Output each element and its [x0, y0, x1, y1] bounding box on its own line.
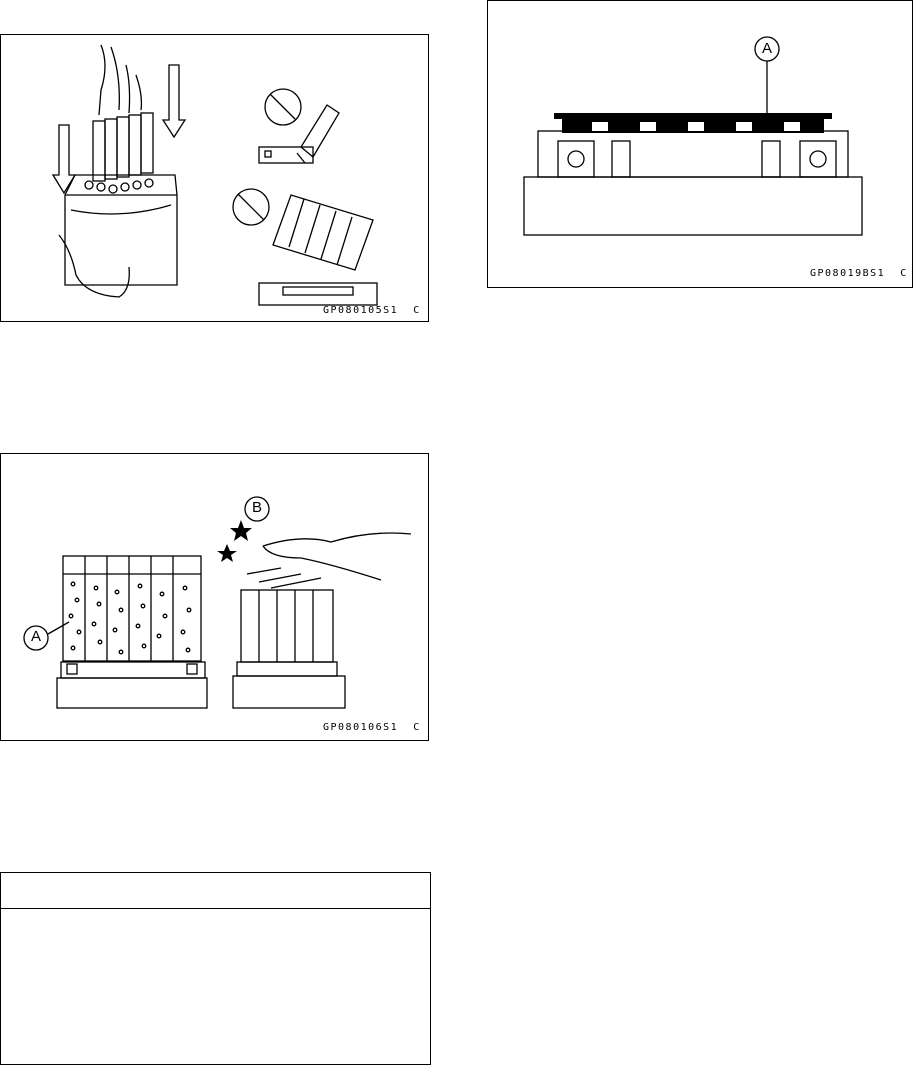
- figure-battery-filling: [0, 34, 429, 322]
- figure-code: GP080106S1 C: [323, 722, 421, 733]
- note-box: [0, 872, 431, 1065]
- battery-filling-illustration: [1, 35, 430, 323]
- figure-electrolyte-bubbles: [0, 453, 429, 741]
- figure-code: GP08019BS1 C: [810, 268, 908, 279]
- callout-label: A: [31, 628, 42, 645]
- figure-sealing-cap: [487, 0, 913, 288]
- figure-code: GP080105S1 C: [323, 305, 421, 316]
- sealing-cap-illustration: [488, 1, 914, 289]
- note-box-heading: [1, 873, 430, 909]
- electrolyte-bubbles-illustration: [1, 454, 430, 742]
- callout-label: B: [252, 499, 263, 516]
- callout-label: A: [762, 40, 773, 57]
